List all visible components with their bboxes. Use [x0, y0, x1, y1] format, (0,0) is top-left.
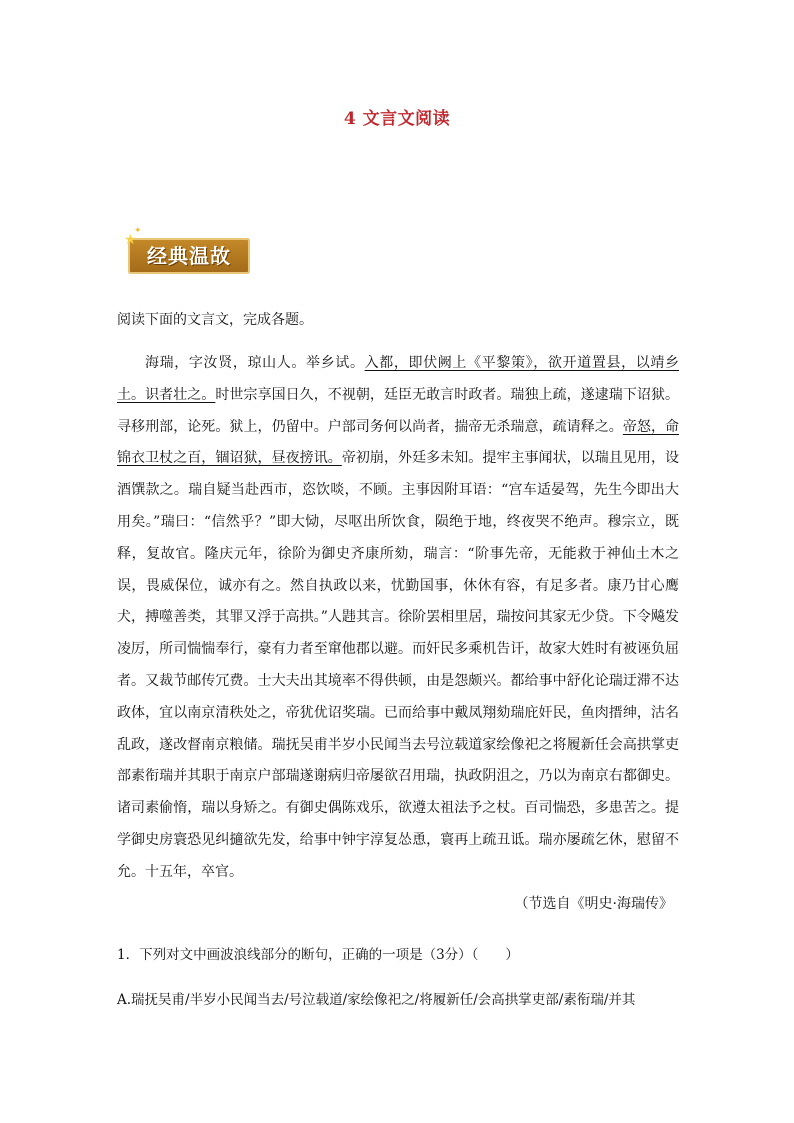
classical-passage — [117, 348, 679, 889]
source-citation: （节选自《明史·海瑞传》 — [514, 896, 673, 912]
page-title: 4 文言文阅读 — [343, 109, 451, 129]
passage-text-1: 海瑞，字汝贤，琼山人。举乡试。 — [145, 355, 365, 371]
underlined-sentence-1: 入都，即伏阙上《平黎策》，欲开道置县，以靖乡土。识者壮之。 — [117, 355, 680, 403]
passage-text-3: 帝初崩，外廷多未知。提牢主事闻状，以瑞且见用，设酒馔款之。瑞自疑当赴西市，恣饮啖，不顾。主事因附耳语：“宫车适晏驾，先生今即出大用矣。”瑞曰：“信然乎？”即大恸，尽呕出所饮食，陨绝于地，终夜哭不绝声。穆宗立，既释，复故官。隆庆元年，徐阶为御史齐康所劾，瑞言：“阶事先帝，无能救于神仙土木之误，畏威保位，诚亦有之。然自执政以来，忧勤国事，休休有容，有足多者。康乃甘心鹰犬，搏噬善类，其罪又浮于高拱。”人韪其言。徐阶罢相里居，瑞按问其家无少贷。下令飚发凌厉，所司惴惴奉行，豪有力者至窜他郡以避。而奸民多乘机告讦，故家大姓时有被诬负屈者。又裁节邮传冗费。士大夫出其境率不得供顿，由是怨颇兴。都给事中舒化论瑞迂滞不达政体，宜以南京清秩处之，帝犹优诏奖瑞。已而给事中戴凤翔劾瑞庇奸民，鱼肉搢绅，沽名乱政，遂改督南京粮储。瑞抚吴甫半岁小民闻当去号泣载道家绘像祀之将履新任会高拱掌吏部素衔瑞并其职于南京户部瑞遂谢病归帝屡欲召用瑞，执政阴沮之，乃以为南京右都御史。诸司素偷惰，瑞以身矫之。有御史偶陈戏乐，欲遵太祖法予之杖。百司惴恐，多患苦之。提学御史房寰恐见纠擿欲先发，给事中钟宇淳复怂恿，寰再上疏丑诋。瑞亦屡疏乞休，慰留不允。十五年，卒官。 — [117, 450, 680, 880]
section-badge — [124, 226, 254, 276]
question-1: 1．下列对文中画波浪线部分的断句，正确的一项是（3分）（ ） — [117, 947, 519, 963]
sparkle-icon: ✦ — [134, 226, 142, 236]
star-icon: ★ — [124, 232, 137, 248]
instruction-text: 阅读下面的文言文，完成各题。 — [117, 312, 313, 328]
badge-label: 经典温故 — [147, 244, 231, 268]
option-a: A.瑞抚吴甫/半岁小民闻当去/号泣载道/家绘像祀之/将履新任/会高拱掌吏部/素衔瑞/并其 — [117, 992, 636, 1008]
underlined-sentence-2: 帝怒，命锦衣卫杖之百，锢诏狱，昼夜搒讯。 — [117, 418, 679, 467]
passage-text-2: 时世宗享国日久，不视朝，廷臣无敢言时政者。瑞独上疏，遂逮瑞下诏狱。寻移刑部，论死。狱上，仍留中。户部司务何以尚者，揣帝无杀瑞意，疏请释之。 — [117, 386, 679, 435]
badge-background — [128, 238, 250, 274]
passage-paragraph — [117, 348, 679, 889]
